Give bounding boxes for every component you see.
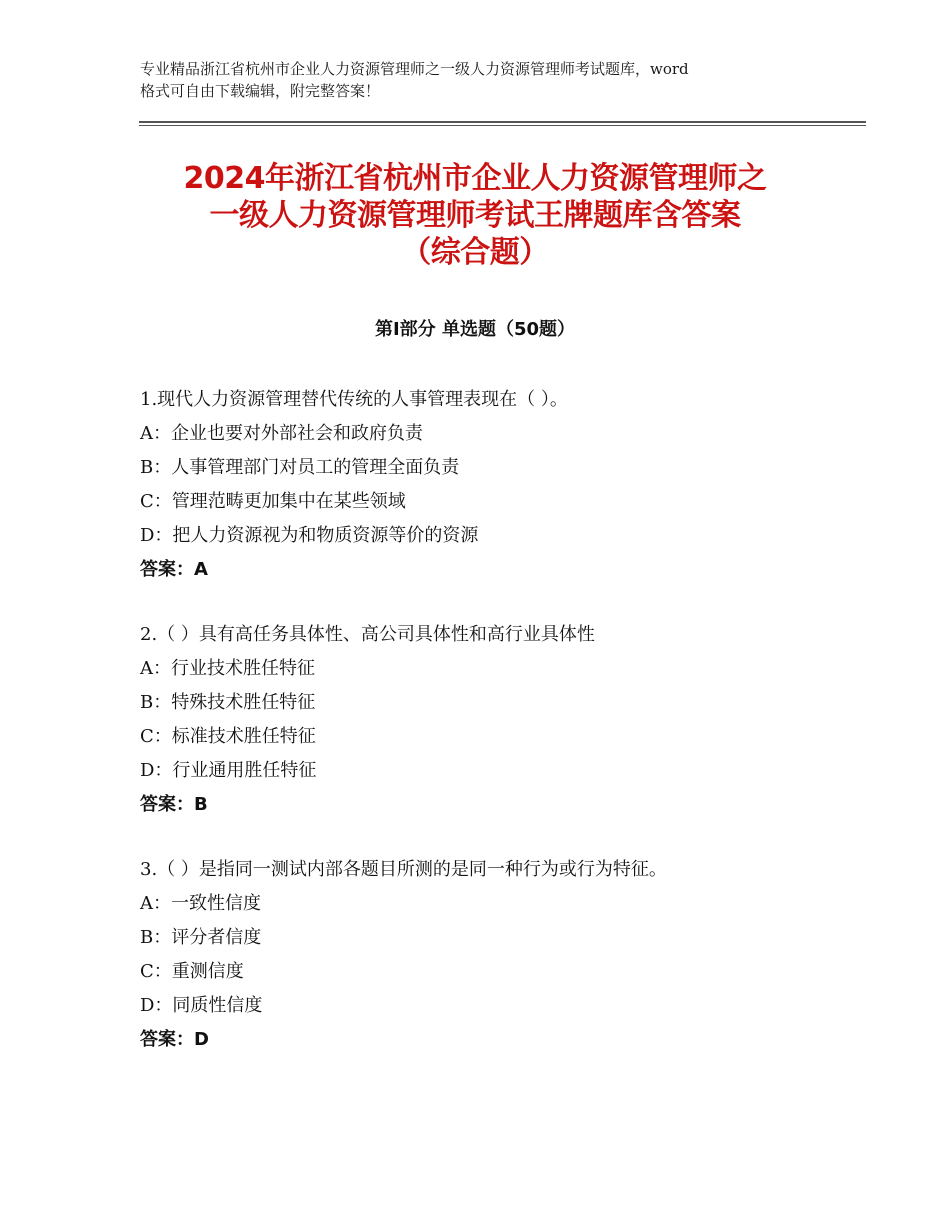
title-line-1: 2024年浙江省杭州市企业人力资源管理师之 bbox=[183, 161, 767, 196]
option-d: D：同质性信度 bbox=[140, 995, 263, 1016]
header-note-line-2: 格式可自由下载编辑，附完整答案！ bbox=[140, 82, 381, 100]
document-title bbox=[120, 160, 830, 271]
section-heading: 第Ⅰ部分 单选题（50题） bbox=[374, 319, 575, 340]
header-note-line-1: 专业精品浙江省杭州市企业人力资源管理师之一级人力资源管理师考试题库，word bbox=[140, 60, 689, 78]
question-stem: 3.（ ）是指同一测试内部各题目所测的是同一种行为或行为特征。 bbox=[140, 859, 667, 880]
option-d: D：把人力资源视为和物质资源等价的资源 bbox=[140, 525, 479, 546]
option-b: B：人事管理部门对员工的管理全面负责 bbox=[140, 457, 460, 478]
answer-label: 答案：D bbox=[140, 1029, 209, 1050]
header-note bbox=[140, 58, 830, 102]
option-a: A：一致性信度 bbox=[140, 893, 261, 914]
option-d: D：行业通用胜任特征 bbox=[140, 760, 317, 781]
title-line-3: （综合题） bbox=[401, 235, 549, 270]
option-c: C：标准技术胜任特征 bbox=[140, 726, 316, 747]
question-2 bbox=[140, 618, 860, 822]
question-list bbox=[140, 383, 860, 1088]
option-b: B：评分者信度 bbox=[140, 927, 262, 948]
question-1 bbox=[140, 383, 860, 587]
option-b: B：特殊技术胜任特征 bbox=[140, 692, 316, 713]
question-stem: 2.（ ）具有高任务具体性、高公司具体性和高行业具体性 bbox=[140, 624, 595, 645]
option-a: A：企业也要对外部社会和政府负责 bbox=[140, 423, 423, 444]
option-a: A：行业技术胜任特征 bbox=[140, 658, 315, 679]
title-line-2: 一级人力资源管理师考试王牌题库含答案 bbox=[209, 198, 741, 233]
answer-label: 答案：B bbox=[140, 794, 208, 815]
option-c: C：管理范畴更加集中在某些领域 bbox=[140, 491, 406, 512]
option-c: C：重测信度 bbox=[140, 961, 244, 982]
question-3 bbox=[140, 853, 860, 1057]
question-stem: 1.现代人力资源管理替代传统的人事管理表现在（ ）。 bbox=[140, 389, 568, 410]
header-divider-bottom bbox=[139, 125, 866, 126]
answer-label: 答案：A bbox=[140, 559, 208, 580]
header-divider-top bbox=[139, 121, 866, 123]
